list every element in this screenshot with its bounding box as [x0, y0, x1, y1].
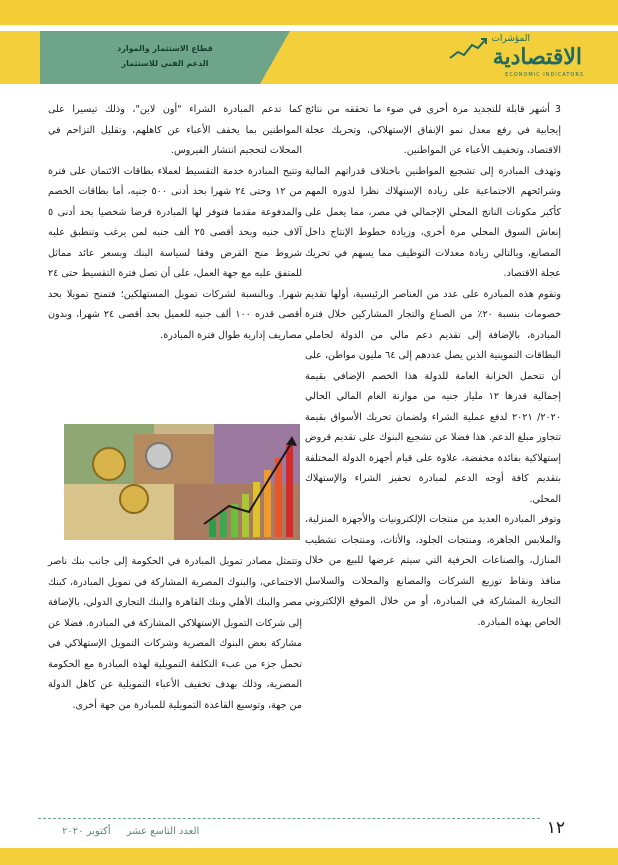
page-number: ١٢ [546, 818, 565, 838]
issue-label: العدد التاسع عشر [126, 826, 200, 837]
publication-logo [430, 32, 610, 84]
paragraph: وتتمثل مصادر تمويل المبادرة في الحكومة إلى جانب بنك ناصر الاجتماعي، والبنوك المصرية المشاركة في تمويل المبادرة، كبنك مصر والبنك الأهلي وبنك القاهرة والبنك التجاري الدولي، بالإضافة إلى شركات التمويل الإستهلاكي المشاركة في المبادرة. فضلا عن مشاركة بعض البنوك المصرية وشركات التمويل الإستهلاكي في تحمل جزء من عبء التكلفة التمويلية لهذه المبادرة مع الحكومة المصرية، وذلك بهدف تخفيف الأعباء التمويلية عن كاهل الدولة من جهة، وتوسيع القاعدة التمويلية للمبادرة من جهة أخرى. [48, 556, 302, 711]
article-column-left-bottom [48, 552, 302, 716]
article-column-right [305, 100, 561, 633]
money-chart-photo [64, 424, 300, 540]
paragraph: وتقوم هذه المبادرة على عدد من العناصر الرئيسية، أولها تقديم خصومات بنسبة ٢٠٪ من الصناع والتجار المشاركين خلال فترة المبادرة، بالإضافة إلى تقديم دعم مالي من الدولة لحاملي البطاقات التموينية الذين يصل عددهم إلى ٦٤ مليون مواطن، على أن تتحمل الخزانة العامة للدولة هذا الخصم الإضافي بقيمة إجمالية قدرها ١٢ مليار جنيه من موازنة العام المالي الحالي ٢٠٢٠/ ٢٠٢١ لدفع عملية الشراء ولضمان تحريك الأسواق بقيمة تتجاوز مبلغ الدعم. هذا فضلا عن تشجيع البنوك على تقديم قروض إستهلاكية بفائدة مخفضة، علاوة على قيام أجهزة الدولة المختلفة بتقديم كافة أوجه الدعم لمبادرة تحفيز الشراء والإستهلاك المحلي. [305, 288, 562, 505]
logo-pre-text: المؤشرات [491, 34, 530, 44]
issue-info [62, 826, 199, 837]
paragraph: 3 أشهر قابلة للتجديد مرة أخرى في ضوء ما تحققه من نتائج إيجابية في رفع معدل نمو الإنفاق الإستهلاكي، وتحريك عجلة الاقتصاد، وتخفيف الأعباء عن المواطنين. [305, 104, 561, 156]
paragraph: وتوفر المبادرة العديد من منتجات الإلكترونيات والأجهزة المنزلية، والملابس الجاهزة، ومنتجات الجلود، والأثاث، ومنتجات تشطيب المنازل، والصناعات الحرفية التي سيتم عرضها للبيع من خلال منافذ ونقاط توزيع الشركات والمصانع والمحلات والسلاسل التجارية المشاركة في المبادرة، أو من خلال الموقع الإلكتروني الخاص بهذه المبادرة. [305, 514, 561, 628]
issue-date: أكتوبر ٢٠٢٠ [62, 826, 111, 837]
top-accent-bar [0, 0, 618, 25]
paragraph: وتهدف المبادرة إلى تشجيع المواطنين باختلاف قدراتهم المالية وشرائحهم الاجتماعية على زيادة الإستهلاك نظرا لدوره المهم كأكبر مكونات الناتج المحلي الإجمالي في مصر، مما يعمل على إنعاش السوق المحلي مرة أخرى، وزيادة خطوط الإنتاج داخل المصانع، وبالتالي زيادة معدلات التوظيف مما يسهم في تحريك عجلة الاقتصاد. [305, 165, 561, 279]
paragraph: كما تدعم المبادرة الشراء "أون لاين"، وذلك تيسيرا على المواطنين بما يخفف الأعباء عن كاهلهم، وتقليل التزاحم في المحلات لتحجيم انتشار الفيروس. [48, 104, 302, 156]
bottom-accent-bar [0, 848, 618, 865]
department-line-2: الدعم الفني للاستثمار [121, 59, 209, 68]
department-label [80, 41, 250, 71]
logo-title: الاقتصادية [492, 44, 582, 70]
logo-subtitle: ECONOMIC INDICATORS [505, 72, 584, 78]
footer-divider [38, 818, 540, 819]
department-line-1: قطاع الاستثمار والموارد [117, 44, 213, 53]
article-column-left-top [48, 100, 302, 346]
paragraph: وتتيح المبادرة خدمة التقسيط لعملاء بطاقات الائتمان على فترة من ١٢ وحتى ٢٤ شهرا بحد أدنى ٥٠٠ جنيه، أما بطاقات الخصم والمدفوعة مقدما فتوفر لها المبادرة قرضا شخصيا بحد أدنى ٥ آلاف جنيه وبحد أقصى ٢٥ ألف جنيه لمن يرغب وتنطبق عليه شروط منح القرض وفقا لسياسة البنك وبسعر عائد مماثل للمتفق عليه مع جهة العمل، على أن تصل فترة التقسيط حتى ٢٤ شهرا. وبالنسبة لشركات تمويل المستهلكين؛ فتمنح تمويلا بحد أقصى قدره ١٠٠ ألف جنيه للعميل بحد أقصى ٢٤ شهرا، وبدون مصاريف إدارية طوال فترة المبادرة. [48, 165, 302, 341]
chart-logo-icon [448, 36, 488, 62]
